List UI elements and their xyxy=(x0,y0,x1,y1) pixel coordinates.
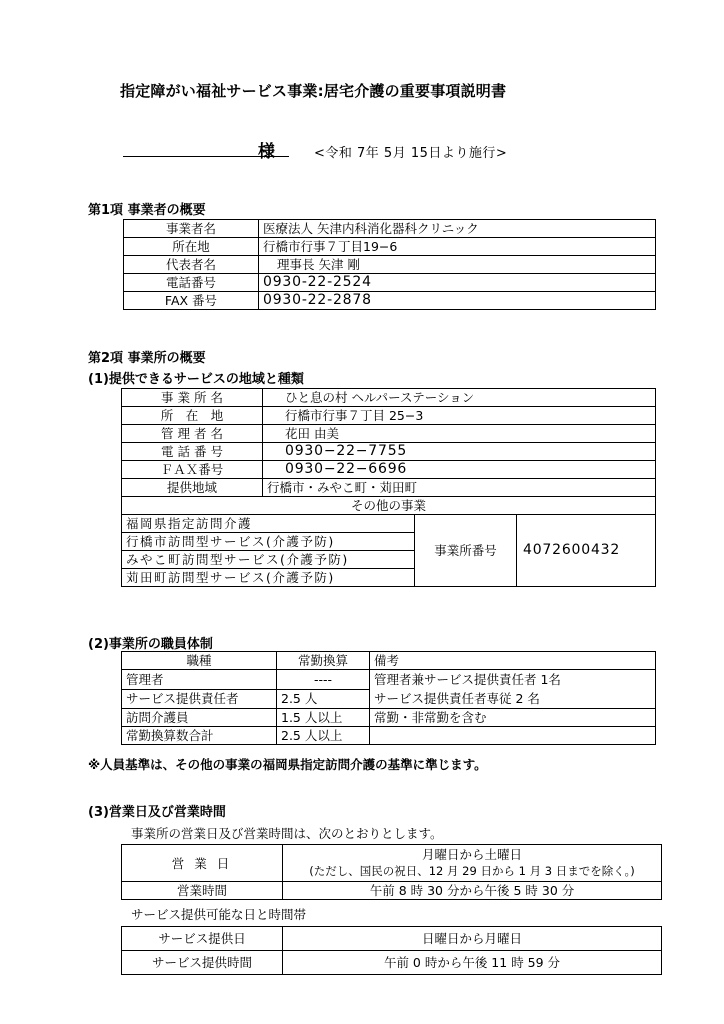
label-cell: 管 理 者 名 xyxy=(122,425,263,443)
label-cell: 事業者名 xyxy=(124,220,259,238)
service-time-value: 午前 0 時から午後 11 時 59 分 xyxy=(283,951,662,975)
table-row xyxy=(122,670,656,690)
business-time-value: 午前 8 時 30 分から午後 5 時 30 分 xyxy=(283,882,662,900)
label-cell: 事 業 所 名 xyxy=(122,389,263,407)
table-row xyxy=(122,845,662,882)
service-hours-intro: サービス提供可能な日と時間帯 xyxy=(131,907,307,922)
service-day-value: 日曜日から月曜日 xyxy=(283,927,662,951)
table-row xyxy=(122,951,662,975)
role-cell: サービス提供責任者 xyxy=(122,689,277,709)
table-row xyxy=(122,479,656,497)
service-time-label: サービス提供時間 xyxy=(122,951,283,975)
header-remarks: 備考 xyxy=(370,652,656,670)
label-cell: 電 話 番 号 xyxy=(122,443,263,461)
other-service-item: みやこ町訪問型サービス(介護予防) xyxy=(122,551,415,569)
section2-subheading: (1)提供できるサービスの地域と種類 xyxy=(88,372,304,387)
recipient-suffix: 様 xyxy=(258,142,275,162)
table-row xyxy=(122,407,656,425)
table-row xyxy=(122,882,662,900)
table-row xyxy=(122,727,656,745)
effective-date: <令和 7年 5月 15日より施行> xyxy=(314,146,508,161)
role-cell: 常勤換算数合計 xyxy=(122,727,277,745)
remarks-line: 管理者兼サービス提供責任者 1名 xyxy=(374,672,561,687)
fte-cell: 2.5 人以上 xyxy=(277,727,370,745)
role-cell: 訪問介護員 xyxy=(122,709,277,727)
value-cell: ひと息の村 ヘルパーステーション xyxy=(263,389,656,407)
value-cell: 0930-22-2878 xyxy=(259,292,656,310)
value-cell: 理事長 矢津 剛 xyxy=(259,256,656,274)
other-services-header: その他の事業 xyxy=(122,497,656,515)
label-cell: FAX 番号 xyxy=(124,292,259,310)
table-row xyxy=(122,652,656,670)
fte-cell: 1.5 人以上 xyxy=(277,709,370,727)
value-cell: 0930−22−7755 xyxy=(263,443,656,461)
business-day-note: (ただし、国民の祝日、12 月 29 日から 1 月 3 日までを除く。) xyxy=(309,864,635,878)
hours-heading: (3)営業日及び営業時間 xyxy=(88,805,226,820)
label-cell: 電話番号 xyxy=(124,274,259,292)
label-cell: 提供地域 xyxy=(122,479,263,497)
value-cell: 医療法人 矢津内科消化器科クリニック xyxy=(259,220,656,238)
office-overview-table xyxy=(121,388,656,587)
business-operator-table xyxy=(123,219,656,310)
table-row xyxy=(122,497,656,515)
hours-intro: 事業所の営業日及び営業時間は、次のとおりとします。 xyxy=(131,826,443,841)
label-cell: 所 在 地 xyxy=(122,407,263,425)
label-cell: 所在地 xyxy=(124,238,259,256)
value-cell: 行橋市行事７丁目 25−3 xyxy=(263,407,656,425)
fte-cell: 2.5 人 xyxy=(277,689,370,709)
table-row xyxy=(122,515,656,533)
section1-heading: 第1項 事業者の概要 xyxy=(88,203,206,218)
header-fte: 常勤換算 xyxy=(277,652,370,670)
document-title: 指定障がい福祉サービス事業:居宅介護の重要事項説明書 xyxy=(120,82,507,100)
table-row xyxy=(124,292,656,310)
value-cell: 0930−22−6696 xyxy=(263,461,656,479)
service-day-label: サービス提供日 xyxy=(122,927,283,951)
business-day-cell xyxy=(283,845,662,882)
business-time-label: 営業時間 xyxy=(122,882,283,900)
value-cell: 行橋市行事７丁目19−6 xyxy=(259,238,656,256)
label-cell: ＦＡＸ番号 xyxy=(122,461,263,479)
business-hours-table xyxy=(121,844,662,900)
table-row xyxy=(124,220,656,238)
staff-heading: (2)事業所の職員体制 xyxy=(88,637,213,652)
section2-heading: 第2項 事業所の概要 xyxy=(88,351,206,366)
table-row xyxy=(122,425,656,443)
remarks-cell xyxy=(370,670,656,709)
value-cell: 花田 由美 xyxy=(263,425,656,443)
fte-cell: ---- xyxy=(277,670,370,690)
office-number-value: 4072600432 xyxy=(517,515,656,587)
remarks-line: サービス提供責任者専従 2 名 xyxy=(374,691,540,706)
remarks-cell xyxy=(370,727,656,745)
business-day-value: 月曜日から土曜日 xyxy=(421,847,522,862)
other-service-item: 福岡県指定訪問介護 xyxy=(122,515,415,533)
table-row xyxy=(124,274,656,292)
other-service-item: 苅田町訪問型サービス(介護予防) xyxy=(122,569,415,587)
label-cell: 代表者名 xyxy=(124,256,259,274)
table-row xyxy=(124,238,656,256)
remarks-cell: 常勤・非常勤を含む xyxy=(370,709,656,727)
staffing-note: ※人員基準は、その他の事業の福岡県指定訪問介護の基準に準じます。 xyxy=(88,757,487,772)
table-row xyxy=(124,256,656,274)
office-number-label: 事業所番号 xyxy=(415,515,517,587)
table-row xyxy=(122,927,662,951)
table-row xyxy=(122,389,656,407)
table-row xyxy=(122,443,656,461)
value-cell: 行橋市・みやこ町・苅田町 xyxy=(263,479,656,497)
table-row xyxy=(122,709,656,727)
staff-table xyxy=(121,651,656,745)
value-cell: 0930-22-2524 xyxy=(259,274,656,292)
other-service-item: 行橋市訪問型サービス(介護予防) xyxy=(122,533,415,551)
role-cell: 管理者 xyxy=(122,670,277,690)
business-day-label: 営 業 日 xyxy=(122,845,283,882)
service-hours-table xyxy=(121,926,662,975)
header-role: 職種 xyxy=(122,652,277,670)
table-row xyxy=(122,461,656,479)
